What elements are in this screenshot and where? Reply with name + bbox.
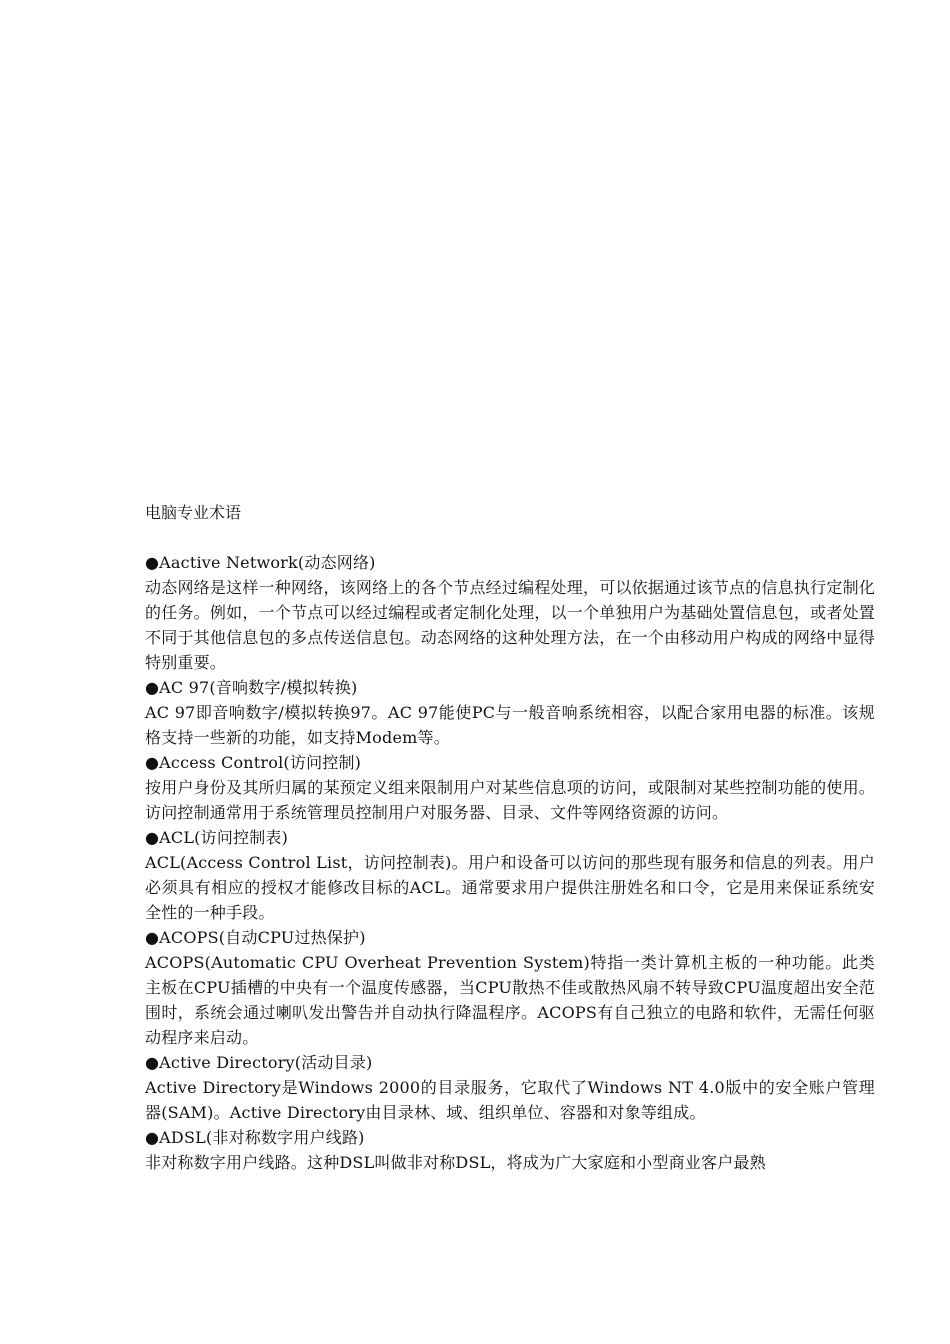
term-entry [145, 675, 875, 750]
term-entry [145, 925, 875, 1050]
term-heading: ●ADSL(非对称数字用户线路) [145, 1128, 365, 1147]
term-entry [145, 825, 875, 925]
term-entry [145, 750, 875, 825]
term-heading: ●ACL(访问控制表) [145, 828, 289, 847]
term-definition: 非对称数字用户线路。这种DSL叫做非对称DSL，将成为广大家庭和小型商业客户最熟 [145, 1153, 766, 1172]
term-definition: AC 97即音响数字/模拟转换97。AC 97能使PC与一般音响系统相容，以配合家用电器的标准。该规格支持一些新的功能，如支持Modem等。 [145, 703, 875, 747]
blank-line [145, 525, 875, 550]
term-definition: ACOPS(Automatic CPU Overheat Prevention System)特指一类计算机主板的一种功能。此类主板在CPU插槽的中央有一个温度传感器，当CPU散热不佳或散热风扇不转导致CPU温度超出安全范围时，系统会通过喇叭发出警告并自动执行降温程序。ACOPS有自己独立的电路和软件，无需任何驱动程序来启动。 [145, 953, 875, 1047]
term-entry [145, 550, 875, 675]
term-heading: ●Access Control(访问控制) [145, 753, 362, 772]
document-title: 电脑专业术语 [145, 503, 242, 522]
term-heading: ●Active Directory(活动目录) [145, 1053, 373, 1072]
term-definition: Active Directory是Windows 2000的目录服务，它取代了Windows NT 4.0版中的安全账户管理器(SAM)。Active Directory由目录林、域、组织单位、容器和对象等组成。 [145, 1078, 875, 1122]
term-definition: ACL(Access Control List，访问控制表)。用户和设备可以访问的那些现有服务和信息的列表。用户必须具有相应的授权才能修改目标的ACL。通常要求用户提供注册姓名和口令，它是用来保证系统安全性的一种手段。 [145, 853, 875, 922]
term-definition: 动态网络是这样一种网络，该网络上的各个节点经过编程处理，可以依据通过该节点的信息执行定制化的任务。例如，一个节点可以经过编程或者定制化处理，以一个单独用户为基础处置信息包，或者处置不同于其他信息包的多点传送信息包。动态网络的这种处理方法，在一个由移动用户构成的网络中显得特别重要。 [145, 578, 875, 672]
term-heading: ●AC 97(音响数字/模拟转换) [145, 678, 358, 697]
term-definition: 按用户身份及其所归属的某预定义组来限制用户对某些信息项的访问，或限制对某些控制功能的使用。访问控制通常用于系统管理员控制用户对服务器、目录、文件等网络资源的访问。 [145, 778, 875, 822]
term-entry [145, 1125, 875, 1175]
document-page [145, 500, 875, 1175]
term-list [145, 550, 875, 1175]
term-heading: ●Aactive Network(动态网络) [145, 553, 376, 572]
term-heading: ●ACOPS(自动CPU过热保护) [145, 928, 366, 947]
term-entry [145, 1050, 875, 1125]
